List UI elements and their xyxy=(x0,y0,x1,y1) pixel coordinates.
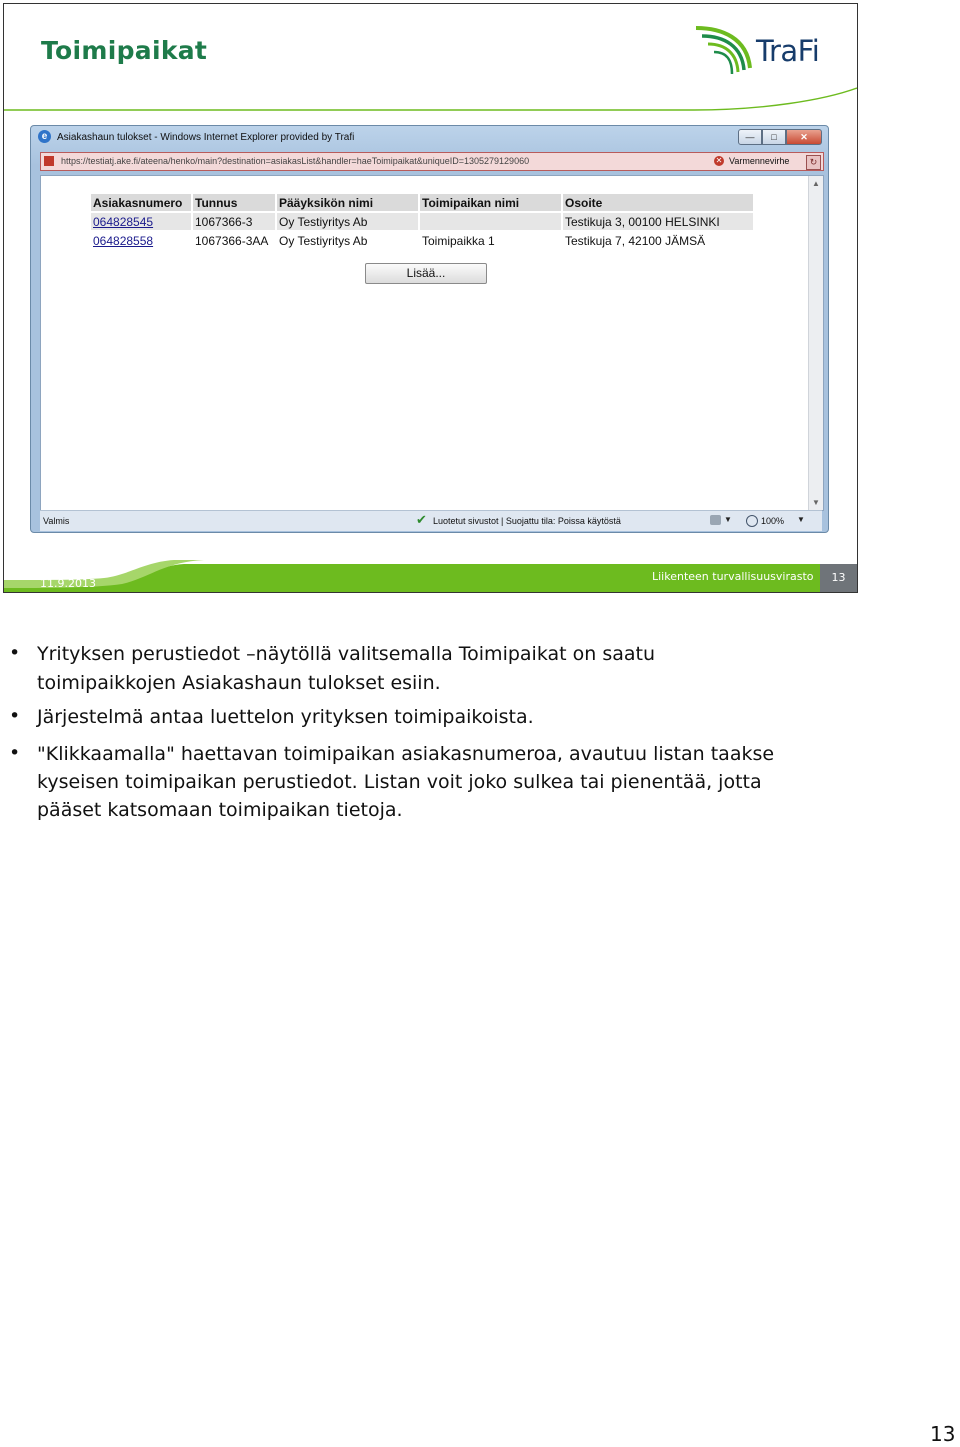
note-text: Järjestelmä antaa luettelon yrityksen toimipaikoista. xyxy=(37,706,534,728)
slide-title: Toimipaikat xyxy=(41,36,208,65)
certificate-error-label[interactable]: Varmennevirhe xyxy=(729,156,790,166)
customer-number-link[interactable]: 064828558 xyxy=(93,233,154,248)
zoom-level[interactable]: 100% xyxy=(761,516,785,526)
column-header: Osoite xyxy=(563,194,753,211)
address-bar[interactable] xyxy=(40,152,824,171)
note-text: pääset katsomaan toimipaikan tietoja. xyxy=(37,799,403,821)
browser-window xyxy=(30,125,829,533)
column-header: Asiakasnumero xyxy=(91,194,191,211)
security-zone-text[interactable]: Luotetut sivustot | Suojattu tila: Poissa käytöstä xyxy=(433,516,621,526)
page-content xyxy=(40,175,824,511)
table-row xyxy=(91,232,753,249)
table-cell: Testikuja 3, 00100 HELSINKI xyxy=(563,213,753,230)
table-cell: Toimipaikka 1 xyxy=(422,233,495,248)
scroll-up-icon[interactable]: ▲ xyxy=(812,179,820,188)
slide xyxy=(3,3,858,593)
status-text: Valmis xyxy=(43,516,70,526)
table-cell: Oy Testiyritys Ab xyxy=(279,233,368,248)
trafi-logo-text: TraFi xyxy=(756,34,820,68)
footer-agency: Liikenteen turvallisuusvirasto xyxy=(652,570,814,583)
title-bar xyxy=(31,126,828,148)
footer-date: 11.9.2013 xyxy=(40,577,96,590)
minimize-button[interactable]: — xyxy=(738,129,762,145)
note-text: kyseisen toimipaikan perustiedot. Listan voit joko sulkea tai pienentää, jotta xyxy=(37,771,762,793)
table-header-row xyxy=(91,194,753,211)
results-table xyxy=(89,192,755,251)
bullet-icon: • xyxy=(9,742,21,764)
chevron-down-icon[interactable]: ▼ xyxy=(724,515,732,524)
table-row xyxy=(91,213,753,230)
page-icon xyxy=(44,156,54,166)
table-cell: Testikuja 7, 42100 JÄMSÄ xyxy=(565,233,706,248)
table-cell: 1067366-3AA xyxy=(195,233,269,248)
chevron-down-icon[interactable]: ▼ xyxy=(797,515,805,524)
internet-explorer-icon: e xyxy=(38,130,51,143)
table-cell: 1067366-3 xyxy=(193,213,275,230)
address-url[interactable]: https://testiatj.ake.fi/ateena/henko/main?destination=asiakasList&handler=haeToimipaikat&uniqueID=1305279129060 xyxy=(61,156,530,166)
refresh-icon[interactable]: ↻ xyxy=(806,155,821,170)
scroll-down-icon[interactable]: ▼ xyxy=(812,498,820,507)
close-button[interactable]: ✕ xyxy=(786,129,822,145)
note-text: Yrityksen perustiedot –näytöllä valitsemalla Toimipaikat on saatu xyxy=(37,643,656,665)
bullet-icon: • xyxy=(9,705,21,727)
note-text: toimipaikkojen Asiakashaun tulokset esiin. xyxy=(37,672,441,694)
table-cell xyxy=(420,213,561,230)
maximize-button[interactable]: □ xyxy=(762,129,786,145)
note-text: "Klikkaamalla" haettavan toimipaikan asiakasnumeroa, avautuu listan taakse xyxy=(37,743,775,765)
footer-page-number: 13 xyxy=(820,564,857,592)
table-cell: Oy Testiyritys Ab xyxy=(277,213,418,230)
column-header: Tunnus xyxy=(193,194,275,211)
vertical-scrollbar[interactable] xyxy=(808,176,823,510)
bullet-icon: • xyxy=(9,642,21,664)
column-header: Toimipaikan nimi xyxy=(420,194,561,211)
check-icon: ✔ xyxy=(416,512,427,527)
page-number: 13 xyxy=(930,1422,956,1446)
status-bar xyxy=(40,510,822,531)
column-header: Pääyksikön nimi xyxy=(277,194,418,211)
customer-number-link[interactable]: 064828545 xyxy=(91,213,191,230)
lock-icon[interactable] xyxy=(710,515,721,525)
certificate-error-icon[interactable]: ✕ xyxy=(715,156,723,165)
window-title: Asiakashaun tulokset - Windows Internet Explorer provided by Trafi xyxy=(57,132,355,143)
add-button[interactable]: Lisää... xyxy=(365,263,487,284)
zoom-icon[interactable] xyxy=(746,515,758,527)
